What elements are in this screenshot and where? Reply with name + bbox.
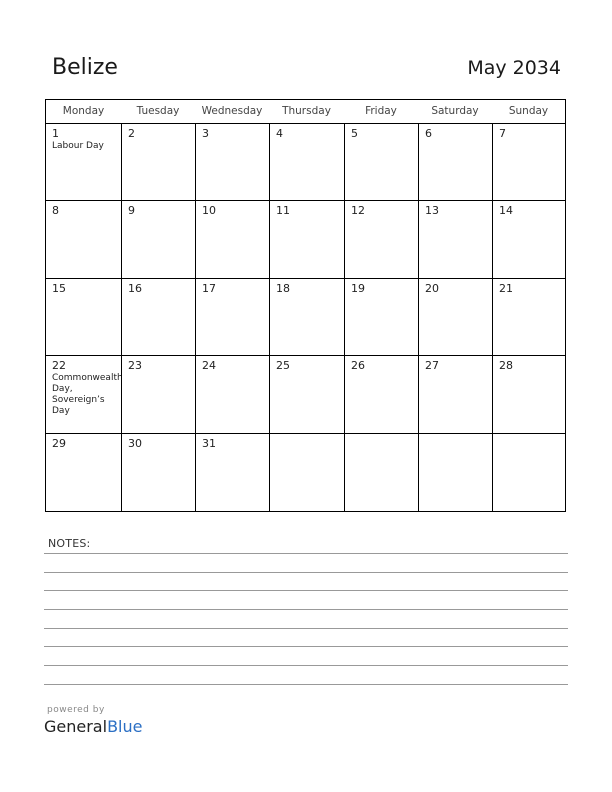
- day-number: 13: [425, 204, 439, 217]
- day-number: 6: [425, 127, 432, 140]
- day-cell: [418, 124, 492, 200]
- brand-blue: Blue: [107, 717, 143, 736]
- week-row: [46, 124, 565, 201]
- note-line: [44, 553, 568, 554]
- day-number: 9: [128, 204, 135, 217]
- day-number: 26: [351, 359, 365, 372]
- day-number: 12: [351, 204, 365, 217]
- day-cell: [46, 124, 121, 200]
- day-number: 4: [276, 127, 283, 140]
- day-number: 29: [52, 437, 66, 450]
- note-line: [44, 646, 568, 647]
- calendar-grid: [45, 99, 566, 512]
- week-row: [46, 201, 565, 279]
- day-number: 18: [276, 282, 290, 295]
- day-cell: [269, 434, 344, 511]
- week-row: [46, 279, 565, 356]
- day-cell: [195, 434, 269, 511]
- day-cell: [195, 201, 269, 278]
- day-cell: [46, 201, 121, 278]
- day-cell: [269, 201, 344, 278]
- day-cell: [121, 279, 195, 355]
- day-number: 8: [52, 204, 59, 217]
- day-cell: [492, 124, 565, 200]
- day-cell: [121, 201, 195, 278]
- day-cell: [46, 279, 121, 355]
- day-cell: [344, 356, 418, 433]
- day-cell: [195, 124, 269, 200]
- day-number: 15: [52, 282, 66, 295]
- day-number: 3: [202, 127, 209, 140]
- day-number: 10: [202, 204, 216, 217]
- day-cell: [121, 356, 195, 433]
- day-number: 22: [52, 359, 66, 372]
- day-cell: [492, 279, 565, 355]
- day-cell: [418, 356, 492, 433]
- day-cell: [121, 434, 195, 511]
- day-number: 24: [202, 359, 216, 372]
- note-line: [44, 684, 568, 685]
- day-cell: [344, 201, 418, 278]
- weekday-friday: Friday: [365, 105, 397, 117]
- day-cell: [344, 434, 418, 511]
- day-cell: [121, 124, 195, 200]
- country-title: Belize: [52, 55, 118, 80]
- weekday-sunday: Sunday: [508, 105, 549, 117]
- day-number: 16: [128, 282, 142, 295]
- note-line: [44, 628, 568, 629]
- note-line: [44, 590, 568, 591]
- holiday-label: Commonwealth Day, Sovereign’s Day: [52, 373, 123, 416]
- day-cell: [344, 279, 418, 355]
- day-number: 7: [499, 127, 506, 140]
- powered-by-text: powered by: [47, 705, 105, 715]
- day-number: 17: [202, 282, 216, 295]
- note-line: [44, 572, 568, 573]
- day-number: 21: [499, 282, 513, 295]
- month-title: May 2034: [467, 57, 561, 79]
- day-number: 11: [276, 204, 290, 217]
- day-cell: [344, 124, 418, 200]
- weekday-thursday: Thursday: [282, 105, 331, 117]
- day-cell: [418, 279, 492, 355]
- day-cell: [492, 356, 565, 433]
- day-number: 27: [425, 359, 439, 372]
- day-number: 20: [425, 282, 439, 295]
- day-cell: [269, 356, 344, 433]
- day-number: 19: [351, 282, 365, 295]
- week-row: [46, 356, 565, 434]
- note-line: [44, 665, 568, 666]
- day-cell: [195, 356, 269, 433]
- day-cell: [46, 356, 121, 433]
- weekday-saturday: Saturday: [431, 105, 479, 117]
- week-row: [46, 434, 565, 511]
- day-number: 30: [128, 437, 142, 450]
- brand-general: General: [44, 717, 108, 736]
- day-cell: [492, 201, 565, 278]
- weekday-monday: Monday: [62, 105, 105, 117]
- weekday-tuesday: Tuesday: [136, 105, 180, 117]
- day-number: 25: [276, 359, 290, 372]
- day-cell: [492, 434, 565, 511]
- day-number: 1: [52, 127, 59, 140]
- notes-label: NOTES:: [48, 537, 91, 550]
- day-cell: [269, 279, 344, 355]
- day-number: 5: [351, 127, 358, 140]
- note-line: [44, 609, 568, 610]
- day-cell: [269, 124, 344, 200]
- day-number: 14: [499, 204, 513, 217]
- day-cell: [418, 434, 492, 511]
- day-number: 28: [499, 359, 513, 372]
- day-cell: [418, 201, 492, 278]
- day-number: 31: [202, 437, 216, 450]
- holiday-label: Labour Day: [52, 141, 104, 151]
- weekday-wednesday: Wednesday: [201, 105, 263, 117]
- day-number: 2: [128, 127, 135, 140]
- weekday-header: [46, 100, 565, 124]
- day-number: 23: [128, 359, 142, 372]
- day-cell: [195, 279, 269, 355]
- generalblue-logo: [44, 717, 142, 736]
- day-cell: [46, 434, 121, 511]
